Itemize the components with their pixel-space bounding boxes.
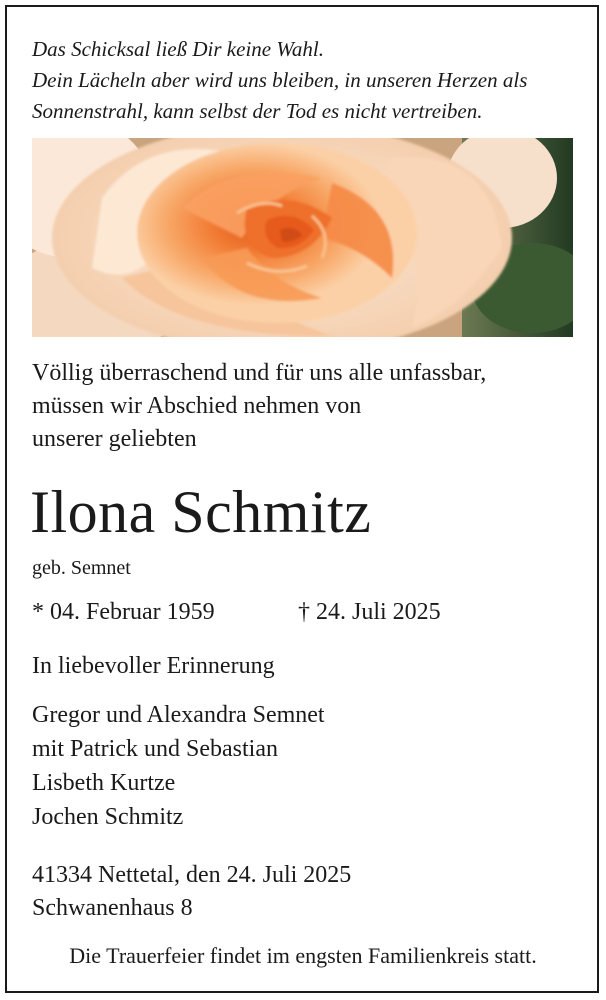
birth-date: * 04. Februar 1959: [32, 599, 215, 625]
deceased-name: Ilona Schmitz: [30, 479, 372, 545]
intro-line: unserer geliebten: [32, 426, 197, 452]
mourner: Jochen Schmitz: [32, 804, 184, 830]
birth-name: geb. Semnet: [32, 557, 131, 579]
place-date: 41334 Nettetal, den 24. Juli 2025: [32, 862, 352, 888]
death-date: † 24. Juli 2025: [298, 599, 441, 625]
poem-line: Sonnenstrahl, kann selbst der Tod es nicht vertreiben.: [32, 99, 483, 123]
mourner: Gregor und Alexandra Semnet: [32, 702, 325, 728]
mourner: Lisbeth Kurtze: [32, 770, 176, 796]
poem-line: Dein Lächeln aber wird uns bleiben, in unseren Herzen als: [32, 68, 528, 92]
mourner: mit Patrick und Sebastian: [32, 736, 278, 762]
remembrance-line: In liebevoller Erinnerung: [32, 653, 275, 679]
place-and-address: [32, 859, 351, 925]
mourners-list: [32, 698, 325, 834]
rose-image: [32, 138, 573, 337]
funeral-note: Die Trauerfeier findet im engsten Familienkreis statt.: [69, 943, 537, 968]
intro-line: müssen wir Abschied nehmen von: [32, 393, 362, 419]
intro-text: [32, 357, 592, 456]
intro-line: Völlig überraschend und für uns alle unfassbar,: [32, 360, 487, 386]
poem: [32, 34, 582, 127]
poem-line: Das Schicksal ließ Dir keine Wahl.: [32, 37, 325, 61]
street-address: Schwanenhaus 8: [32, 895, 193, 921]
